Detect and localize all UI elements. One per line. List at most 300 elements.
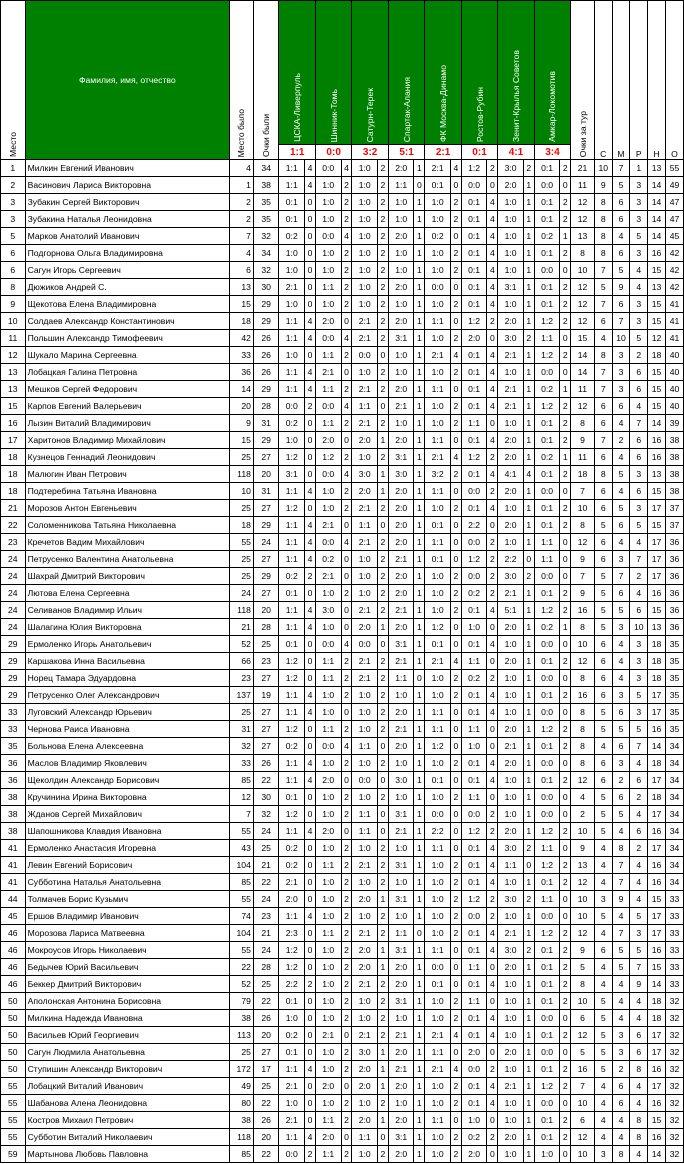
prediction-points-cell: 1 xyxy=(378,1061,389,1078)
place-cell: 41 xyxy=(1,857,26,874)
prediction-points-cell: 1 xyxy=(523,483,534,500)
n-cell: 17 xyxy=(648,1027,666,1044)
prediction-cell: 2:0 xyxy=(498,177,524,194)
prediction-cell: 0:0 xyxy=(315,160,341,177)
prediction-points-cell: 2 xyxy=(450,908,461,925)
prediction-points-cell: 0 xyxy=(305,942,316,959)
prediction-cell: 0:1 xyxy=(279,585,305,602)
prediction-cell: 1:1 xyxy=(315,1146,341,1163)
s-cell: 7 xyxy=(594,262,612,279)
place-cell: 5 xyxy=(1,228,26,245)
prediction-points-cell: 2 xyxy=(378,160,389,177)
r-cell: 4 xyxy=(630,1010,648,1027)
prediction-points-cell: 2 xyxy=(378,602,389,619)
table-row xyxy=(1,1078,684,1095)
prediction-cell: 2:0 xyxy=(461,1146,487,1163)
prediction-cell: 1:0 xyxy=(352,1010,378,1027)
prediction-points-cell: 4 xyxy=(487,500,498,517)
place-before-cell: 10 xyxy=(230,483,254,500)
prediction-cell: 1:1 xyxy=(279,823,305,840)
prediction-points-cell: 4 xyxy=(305,602,316,619)
tour-points-cell: 8 xyxy=(571,721,595,738)
points-before-cell: 25 xyxy=(253,636,279,653)
prediction-points-cell: 2 xyxy=(450,398,461,415)
tour-points-cell: 8 xyxy=(571,245,595,262)
m-cell: 8 xyxy=(612,1146,630,1163)
prediction-points-cell: 2 xyxy=(378,177,389,194)
prediction-points-cell: 2 xyxy=(378,993,389,1010)
r-cell: 3 xyxy=(630,925,648,942)
s-cell: 4 xyxy=(594,874,612,891)
prediction-cell: 0:0 xyxy=(461,177,487,194)
prediction-points-cell: 0 xyxy=(305,721,316,738)
table-row xyxy=(1,381,684,398)
m-cell: 5 xyxy=(612,959,630,976)
place-cell: 3 xyxy=(1,211,26,228)
prediction-cell: 0:1 xyxy=(461,500,487,517)
prediction-points-cell: 1 xyxy=(414,738,425,755)
prediction-cell: 0:1 xyxy=(534,194,560,211)
s-cell: 4 xyxy=(594,976,612,993)
prediction-points-cell: 2 xyxy=(487,160,498,177)
prediction-cell: 0:0 xyxy=(315,330,341,347)
place-cell: 46 xyxy=(1,976,26,993)
prediction-points-cell: 2 xyxy=(378,381,389,398)
name-cell: Больнова Елена Алексеевна xyxy=(25,738,229,755)
prediction-cell: 1:0 xyxy=(315,1010,341,1027)
prediction-cell: 1:0 xyxy=(461,1112,487,1129)
prediction-cell: 0:0 xyxy=(534,908,560,925)
prediction-cell: 1:0 xyxy=(315,891,341,908)
r-cell: 2 xyxy=(630,568,648,585)
m-cell: 4 xyxy=(612,1010,630,1027)
prediction-points-cell: 1 xyxy=(523,925,534,942)
prediction-cell: 1:1 xyxy=(534,891,560,908)
prediction-points-cell: 2 xyxy=(487,908,498,925)
prediction-cell: 0:1 xyxy=(461,857,487,874)
prediction-cell: 2:1 xyxy=(352,1027,378,1044)
prediction-points-cell: 2 xyxy=(450,1095,461,1112)
table-row xyxy=(1,228,684,245)
prediction-cell: 1:1 xyxy=(279,704,305,721)
prediction-points-cell: 2 xyxy=(341,1010,352,1027)
match-header: Ростов-Рубин xyxy=(461,1,497,145)
match-header: Шинник-Томь xyxy=(315,1,351,145)
m-cell: 8 xyxy=(612,840,630,857)
prediction-cell: 1:0 xyxy=(498,245,524,262)
table-row xyxy=(1,1095,684,1112)
points-before-cell: 22 xyxy=(253,772,279,789)
prediction-cell: 1:0 xyxy=(388,908,414,925)
prediction-points-cell: 2 xyxy=(487,1129,498,1146)
prediction-cell: 1:2 xyxy=(534,398,560,415)
s-cell: 6 xyxy=(594,653,612,670)
prediction-points-cell: 2 xyxy=(341,177,352,194)
tour-points-cell: 12 xyxy=(571,653,595,670)
points-before-cell: 27 xyxy=(253,670,279,687)
tour-points-cell: 9 xyxy=(571,432,595,449)
prediction-cell: 0:1 xyxy=(461,840,487,857)
prediction-cell: 1:0 xyxy=(461,738,487,755)
m-cell: 4 xyxy=(612,1129,630,1146)
prediction-cell: 0:1 xyxy=(534,687,560,704)
r-cell: 3 xyxy=(630,296,648,313)
tour-points-cell: 9 xyxy=(571,551,595,568)
prediction-cell: 0:1 xyxy=(425,772,451,789)
prediction-cell: 2:1 xyxy=(352,925,378,942)
points-before-cell: 29 xyxy=(253,313,279,330)
place-before-cell: 1 xyxy=(230,177,254,194)
prediction-cell: 0:1 xyxy=(425,636,451,653)
tour-points-cell: 14 xyxy=(571,347,595,364)
r-cell: 6 xyxy=(630,432,648,449)
r-cell: 6 xyxy=(630,823,648,840)
prediction-cell: 3:0 xyxy=(388,772,414,789)
s-cell: 6 xyxy=(594,670,612,687)
prediction-cell: 1:0 xyxy=(315,262,341,279)
o-cell: 36 xyxy=(665,534,683,551)
prediction-points-cell: 2 xyxy=(560,925,571,942)
prediction-cell: 0:0 xyxy=(352,772,378,789)
o-cell: 34 xyxy=(665,806,683,823)
prediction-points-cell: 1 xyxy=(378,432,389,449)
prediction-points-cell: 1 xyxy=(414,704,425,721)
place-cell: 46 xyxy=(1,925,26,942)
m-cell: 3 xyxy=(612,364,630,381)
place-cell: 55 xyxy=(1,1095,26,1112)
n-cell: 17 xyxy=(648,925,666,942)
prediction-cell: 1:1 xyxy=(315,381,341,398)
n-cell: 13 xyxy=(648,466,666,483)
place-before-cell: 42 xyxy=(230,330,254,347)
s-cell: 4 xyxy=(594,1129,612,1146)
prediction-cell: 1:0 xyxy=(498,262,524,279)
prediction-cell: 1:0 xyxy=(425,211,451,228)
tour-points-cell: 13 xyxy=(571,857,595,874)
r-cell: 6 xyxy=(630,483,648,500)
prediction-points-cell: 2 xyxy=(450,925,461,942)
prediction-cell: 0:1 xyxy=(461,432,487,449)
prediction-points-cell: 2 xyxy=(378,313,389,330)
table-row xyxy=(1,891,684,908)
prediction-points-cell: 4 xyxy=(487,262,498,279)
prediction-points-cell: 2 xyxy=(450,891,461,908)
prediction-cell: 3:1 xyxy=(388,449,414,466)
prediction-points-cell: 2 xyxy=(560,823,571,840)
place-cell: 45 xyxy=(1,908,26,925)
place-cell: 33 xyxy=(1,721,26,738)
prediction-points-cell: 1 xyxy=(523,381,534,398)
n-cell: 15 xyxy=(648,483,666,500)
prediction-cell: 2:1 xyxy=(315,568,341,585)
prediction-cell: 1:0 xyxy=(388,1010,414,1027)
name-cell: Морозова Лариса Матвеевна xyxy=(25,925,229,942)
prediction-points-cell: 2 xyxy=(560,772,571,789)
prediction-cell: 1:2 xyxy=(534,857,560,874)
name-cell: Костров Михаил Петрович xyxy=(25,1112,229,1129)
place-cell: 50 xyxy=(1,1027,26,1044)
place-before-cell: 118 xyxy=(230,466,254,483)
prediction-points-cell: 4 xyxy=(487,925,498,942)
prediction-cell: 1:0 xyxy=(352,364,378,381)
prediction-cell: 0:1 xyxy=(534,500,560,517)
prediction-cell: 0:1 xyxy=(461,755,487,772)
prediction-cell: 2:0 xyxy=(352,1078,378,1095)
prediction-cell: 1:2 xyxy=(461,313,487,330)
prediction-cell: 5:1 xyxy=(498,602,524,619)
name-cell: Солдаев Александр Константинович xyxy=(25,313,229,330)
o-cell: 34 xyxy=(665,857,683,874)
table-row xyxy=(1,364,684,381)
prediction-cell: 0:1 xyxy=(425,551,451,568)
prediction-points-cell: 0 xyxy=(450,704,461,721)
m-cell: 4 xyxy=(612,449,630,466)
o-cell: 36 xyxy=(665,585,683,602)
o-cell: 41 xyxy=(665,296,683,313)
prediction-points-cell: 2 xyxy=(560,687,571,704)
place-before-cell: 172 xyxy=(230,1061,254,1078)
tour-points-cell: 10 xyxy=(571,891,595,908)
table-row xyxy=(1,1112,684,1129)
prediction-points-cell: 0 xyxy=(560,1010,571,1027)
points-before-cell: 22 xyxy=(253,993,279,1010)
prediction-cell: 3:1 xyxy=(498,279,524,296)
prediction-cell: 1:1 xyxy=(279,534,305,551)
prediction-points-cell: 2 xyxy=(341,585,352,602)
s-cell: 6 xyxy=(594,415,612,432)
m-cell: 6 xyxy=(612,296,630,313)
prediction-cell: 0:0 xyxy=(534,483,560,500)
prediction-cell: 1:0 xyxy=(315,177,341,194)
points-before-cell: 30 xyxy=(253,789,279,806)
place-before-cell: 14 xyxy=(230,381,254,398)
place-before-cell: 104 xyxy=(230,925,254,942)
r-cell: 6 xyxy=(630,449,648,466)
o-cell: 45 xyxy=(665,228,683,245)
r-cell: 3 xyxy=(630,704,648,721)
prediction-cell: 0:1 xyxy=(425,517,451,534)
prediction-cell: 1:0 xyxy=(352,840,378,857)
prediction-points-cell: 0 xyxy=(560,704,571,721)
s-cell: 3 xyxy=(594,1146,612,1163)
o-cell: 38 xyxy=(665,432,683,449)
points-before-cell: 29 xyxy=(253,432,279,449)
s-cell: 5 xyxy=(594,619,612,636)
prediction-points-cell: 4 xyxy=(523,466,534,483)
prediction-points-cell: 0 xyxy=(560,551,571,568)
prediction-points-cell: 2 xyxy=(341,959,352,976)
place-cell: 38 xyxy=(1,806,26,823)
table-row xyxy=(1,483,684,500)
table-row xyxy=(1,1129,684,1146)
o-cell: 32 xyxy=(665,993,683,1010)
table-row xyxy=(1,721,684,738)
prediction-cell: 1:1 xyxy=(461,415,487,432)
prediction-cell: 0:1 xyxy=(534,738,560,755)
prediction-cell: 1:2 xyxy=(461,160,487,177)
m-cell: 6 xyxy=(612,517,630,534)
prediction-points-cell: 2 xyxy=(378,925,389,942)
prediction-points-cell: 1 xyxy=(523,1061,534,1078)
place-before-cell: 52 xyxy=(230,976,254,993)
prediction-points-cell: 1 xyxy=(523,245,534,262)
tour-points-cell: 8 xyxy=(571,755,595,772)
prediction-cell: 1:1 xyxy=(279,483,305,500)
r-cell: 3 xyxy=(630,211,648,228)
prediction-cell: 3:0 xyxy=(498,840,524,857)
place-before-cell: 118 xyxy=(230,1129,254,1146)
table-row xyxy=(1,993,684,1010)
s-cell: 3 xyxy=(594,891,612,908)
o-cell: 47 xyxy=(665,194,683,211)
points-before-cell: 17 xyxy=(253,1061,279,1078)
n-cell: 17 xyxy=(648,568,666,585)
prediction-points-cell: 1 xyxy=(414,721,425,738)
place-cell: 23 xyxy=(1,534,26,551)
prediction-points-cell: 2 xyxy=(341,1146,352,1163)
tour-points-cell: 12 xyxy=(571,925,595,942)
o-cell: 40 xyxy=(665,364,683,381)
prediction-cell: 1:0 xyxy=(352,585,378,602)
s-cell: 5 xyxy=(594,585,612,602)
o-cell: 33 xyxy=(665,891,683,908)
prediction-points-cell: 4 xyxy=(341,398,352,415)
prediction-cell: 2:0 xyxy=(388,619,414,636)
name-cell: Субботина Наталья Анатольевна xyxy=(25,874,229,891)
place-cell: 55 xyxy=(1,1112,26,1129)
prediction-cell: 2:1 xyxy=(388,398,414,415)
prediction-cell: 1:1 xyxy=(315,721,341,738)
points-before-cell: 32 xyxy=(253,806,279,823)
table-row xyxy=(1,517,684,534)
prediction-points-cell: 0 xyxy=(341,1129,352,1146)
prediction-points-cell: 1 xyxy=(523,1095,534,1112)
name-cell: Васильев Юрий Георгиевич xyxy=(25,1027,229,1044)
prediction-cell: 2:0 xyxy=(498,432,524,449)
table-row xyxy=(1,211,684,228)
prediction-cell: 1:2 xyxy=(534,602,560,619)
prediction-cell: 1:0 xyxy=(352,687,378,704)
prediction-cell: 1:1 xyxy=(279,1129,305,1146)
o-cell: 32 xyxy=(665,1095,683,1112)
place-cell: 41 xyxy=(1,840,26,857)
prediction-cell: 2:1 xyxy=(352,330,378,347)
points-before-cell: 29 xyxy=(253,296,279,313)
prediction-cell: 1:0 xyxy=(352,262,378,279)
prediction-points-cell: 2 xyxy=(560,602,571,619)
prediction-cell: 0:0 xyxy=(425,806,451,823)
prediction-cell: 2:1 xyxy=(352,500,378,517)
prediction-points-cell: 4 xyxy=(487,245,498,262)
prediction-points-cell: 2 xyxy=(450,194,461,211)
prediction-cell: 0:0 xyxy=(279,398,305,415)
prediction-points-cell: 4 xyxy=(305,1061,316,1078)
prediction-cell: 1:0 xyxy=(352,245,378,262)
prediction-cell: 2:0 xyxy=(388,313,414,330)
prediction-cell: 0:1 xyxy=(534,1027,560,1044)
o-cell: 35 xyxy=(665,653,683,670)
s-cell: 4 xyxy=(594,1112,612,1129)
place-cell: 21 xyxy=(1,500,26,517)
prediction-points-cell: 1 xyxy=(523,687,534,704)
place-cell: 29 xyxy=(1,636,26,653)
prediction-cell: 0:1 xyxy=(461,704,487,721)
prediction-points-cell: 0 xyxy=(450,959,461,976)
points-before-cell: 29 xyxy=(253,568,279,585)
o-cell: 35 xyxy=(665,636,683,653)
place-before-cell: 25 xyxy=(230,449,254,466)
prediction-points-cell: 2 xyxy=(341,347,352,364)
prediction-points-cell: 1 xyxy=(414,500,425,517)
prediction-points-cell: 2 xyxy=(341,1112,352,1129)
prediction-points-cell: 1 xyxy=(523,347,534,364)
prediction-cell: 0:1 xyxy=(461,687,487,704)
prediction-points-cell: 1 xyxy=(523,993,534,1010)
prediction-points-cell: 2 xyxy=(378,279,389,296)
prediction-points-cell: 1 xyxy=(414,449,425,466)
m-cell: 6 xyxy=(612,1095,630,1112)
prediction-cell: 1:2 xyxy=(534,925,560,942)
prediction-points-cell: 2 xyxy=(487,670,498,687)
points-before-cell: 19 xyxy=(253,687,279,704)
m-cell: 9 xyxy=(612,279,630,296)
points-before-cell: 27 xyxy=(253,738,279,755)
prediction-cell: 2:1 xyxy=(315,364,341,381)
r-cell: 3 xyxy=(630,177,648,194)
prediction-points-cell: 0 xyxy=(305,296,316,313)
r-cell: 7 xyxy=(630,959,648,976)
prediction-cell: 0:0 xyxy=(315,228,341,245)
prediction-points-cell: 1 xyxy=(523,772,534,789)
name-cell: Мокроусов Игорь Николаевич xyxy=(25,942,229,959)
prediction-points-cell: 1 xyxy=(414,993,425,1010)
n-cell: 15 xyxy=(648,891,666,908)
points-before-cell: 22 xyxy=(253,874,279,891)
r-cell: 4 xyxy=(630,262,648,279)
table-row xyxy=(1,330,684,347)
prediction-cell: 0:0 xyxy=(315,738,341,755)
prediction-cell: 2:1 xyxy=(498,585,524,602)
points-before-cell: 31 xyxy=(253,415,279,432)
prediction-points-cell: 0 xyxy=(560,364,571,381)
prediction-points-cell: 1 xyxy=(523,415,534,432)
prediction-points-cell: 0 xyxy=(450,279,461,296)
n-cell: 16 xyxy=(648,874,666,891)
name-cell: Шалагина Юлия Викторовна xyxy=(25,619,229,636)
prediction-cell: 1:1 xyxy=(352,806,378,823)
prediction-cell: 2:0 xyxy=(498,449,524,466)
prediction-points-cell: 0 xyxy=(305,653,316,670)
prediction-points-cell: 1 xyxy=(414,1112,425,1129)
prediction-cell: 0:1 xyxy=(534,1061,560,1078)
tour-points-cell: 8 xyxy=(571,738,595,755)
prediction-points-cell: 0 xyxy=(378,772,389,789)
s-cell: 5 xyxy=(594,823,612,840)
points-before-cell: 20 xyxy=(253,466,279,483)
points-before-cell: 38 xyxy=(253,177,279,194)
o-cell: 35 xyxy=(665,687,683,704)
r-cell: 4 xyxy=(630,891,648,908)
place-cell: 38 xyxy=(1,823,26,840)
prediction-cell: 2:1 xyxy=(279,1078,305,1095)
m-cell: 6 xyxy=(612,211,630,228)
prediction-cell: 1:1 xyxy=(279,602,305,619)
prediction-points-cell: 1 xyxy=(523,704,534,721)
prediction-cell: 1:0 xyxy=(425,789,451,806)
s-cell: 5 xyxy=(594,602,612,619)
prediction-cell: 1:1 xyxy=(279,755,305,772)
prediction-cell: 1:0 xyxy=(315,296,341,313)
